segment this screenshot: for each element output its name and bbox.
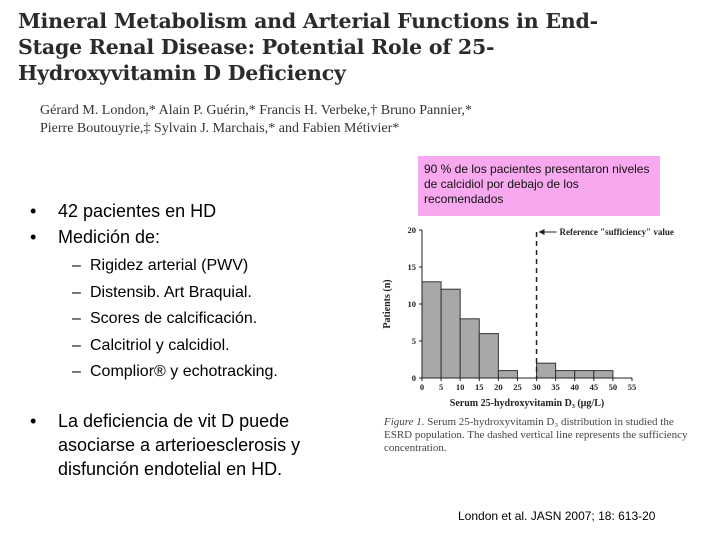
x-tick-label: 30 [532, 382, 541, 392]
histogram-bar [498, 371, 517, 378]
histogram-bar [575, 371, 594, 378]
reference-arrow [539, 229, 557, 235]
x-tick-label: 20 [494, 382, 503, 392]
x-tick-label: 25 [513, 382, 522, 392]
histogram-chart [370, 216, 700, 416]
sub-item: – Scores de calcificación. [72, 306, 278, 333]
y-tick-label: 10 [407, 299, 416, 309]
x-tick-label: 0 [419, 382, 425, 392]
authors-line-2: Pierre Boutouyrie,‡ Sylvain J. Marchais,* and Fabien Métivier* [40, 121, 400, 136]
bullet-measurement: • Medición de: [30, 224, 216, 250]
y-axis-label: Patients (n) [382, 279, 393, 329]
y-tick-label: 20 [407, 225, 416, 235]
x-tick-label: 40 [570, 382, 579, 392]
measurement-sublist [72, 253, 278, 386]
caption-text: Serum 25-hydroxyvitamin D₃ distribution in studied the ESRD population. The dashed vertical line represents the sufficiency concentration. [384, 416, 688, 454]
bullet-conclusion: • La deficiencia de vit D puede asociarse a arterioesclerosis y disfunción endotelial en HD. [30, 409, 368, 481]
paper-title: Mineral Metabolism and Arterial Functions in End-Stage Renal Disease: Potential Role of 25-Hydroxyvitamin D Deficiency [18, 9, 598, 85]
y-tick-label: 0 [411, 373, 416, 383]
x-tick-label: 35 [551, 382, 560, 392]
x-tick-label: 50 [608, 382, 618, 392]
y-tick-label: 5 [411, 336, 416, 346]
reference-label: Reference "sufficiency" value [559, 227, 674, 237]
authors-line-1: Gérard M. London,* Alain P. Guérin,* Francis H. Verbeke,† Bruno Pannier,* [40, 103, 472, 118]
histogram-bar [460, 319, 479, 378]
bullet-list-top [30, 198, 216, 250]
histogram-bar [537, 363, 556, 378]
y-tick-label: 15 [407, 262, 416, 272]
histogram-bar [422, 282, 441, 378]
sub-item: – Rigidez arterial (PWV) [72, 253, 278, 280]
x-tick-label: 45 [589, 382, 599, 392]
histogram-bar [441, 289, 460, 378]
bullet-patients: • 42 pacientes en HD [30, 198, 216, 224]
x-tick-label: 5 [438, 382, 444, 392]
sub-item: – Distensib. Art Braquial. [72, 280, 278, 307]
sub-item: – Complior® y echotracking. [72, 359, 278, 386]
histogram-bar [479, 334, 498, 378]
figure-caption [384, 416, 694, 455]
x-tick-label: 55 [627, 382, 637, 392]
histogram-bar [594, 371, 613, 378]
highlight-box: 90 % de los pacientes presentaron niveles de calcidiol por debajo de los recomendados [418, 156, 660, 216]
x-tick-label: 15 [475, 382, 484, 392]
caption-label: Figure 1. [384, 416, 425, 428]
paper-authors [40, 102, 600, 138]
citation: London et al. JASN 2007; 18: 613-20 [458, 509, 656, 523]
x-axis-label: Serum 25-hydroxyvitamin D₃ (µg/L) [449, 398, 605, 409]
x-tick-label: 10 [455, 382, 465, 392]
histogram-figure [370, 216, 700, 416]
histogram-bar [556, 371, 575, 378]
sub-item: – Calcitriol y calcidiol. [72, 333, 278, 360]
